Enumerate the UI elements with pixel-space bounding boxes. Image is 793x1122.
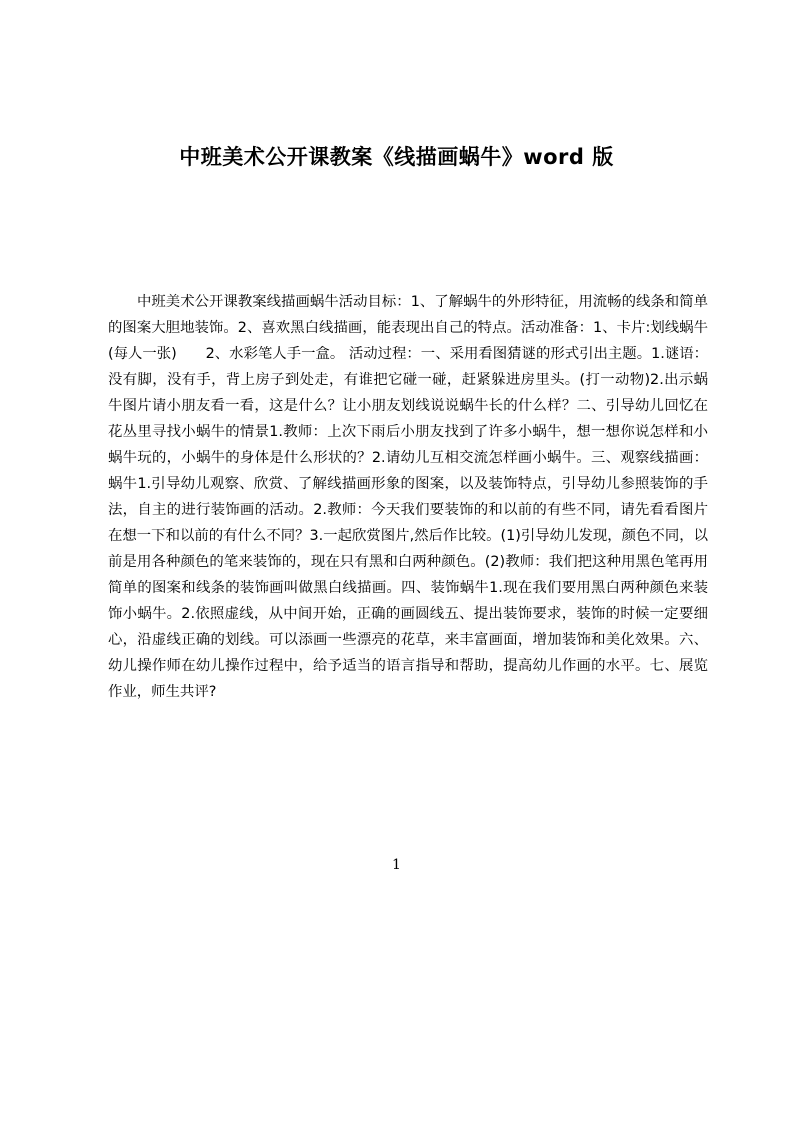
- document-body-paragraph: 中班美术公开课教案线描画蜗牛活动目标：1、了解蜗牛的外形特征，用流畅的线条和简单的图案大胆地装饰。2、喜欢黑白线描画，能表现出自己的特点。活动准备：1、卡片:划线蜗牛(每人一张) 2、水彩笔人手一盒。 活动过程：一、采用看图猜谜的形式引出主题。1.谜语：没有脚，没有手，背上房子到处走，有谁把它碰一碰，赶紧躲进房里头。(打一动物)2.出示蜗牛图片请小朋友看一看，这是什么？让小朋友划线说说蜗牛长的什么样？二、引导幼儿回忆在花丛里寻找小蜗牛的情景1.教师：上次下雨后小朋友找到了许多小蜗牛，想一想你说怎样和小蜗牛玩的，小蜗牛的身体是什么形状的？2.请幼儿互相交流怎样画小蜗牛。三、观察线描画：蜗牛1.引导幼儿观察、欣赏、了解线描画形象的图案，以及装饰特点，引导幼儿参照装饰的手法，自主的进行装饰画的活动。2.教师：今天我们要装饰的和以前的有些不同，请先看看图片在想一下和以前的有什么不同？3.一起欣赏图片,然后作比较。(1)引导幼儿发现，颜色不同，以前是用各种颜色的笔来装饰的，现在只有黑和白两种颜色。(2)教师：我们把这种用黑色笔再用简单的图案和线条的装饰画叫做黑白线描画。四、装饰蜗牛1.现在我们要用黑白两种颜色来装饰小蜗牛。2.依照虚线，从中间开始，正确的画圆线五、提出装饰要求，装饰的时候一定要细心，沿虚线正确的划线。可以添画一些漂亮的花草，来丰富画面，增加装饰和美化效果。六、幼儿操作师在幼儿操作过程中，给予适当的语言指导和帮助，提高幼儿作画的水平。七、展览作业，师生共评?: [108, 294, 708, 700]
- document-title: 中班美术公开课教案《线描画蜗牛》word 版: [179, 145, 614, 169]
- page-number: 1: [392, 857, 401, 873]
